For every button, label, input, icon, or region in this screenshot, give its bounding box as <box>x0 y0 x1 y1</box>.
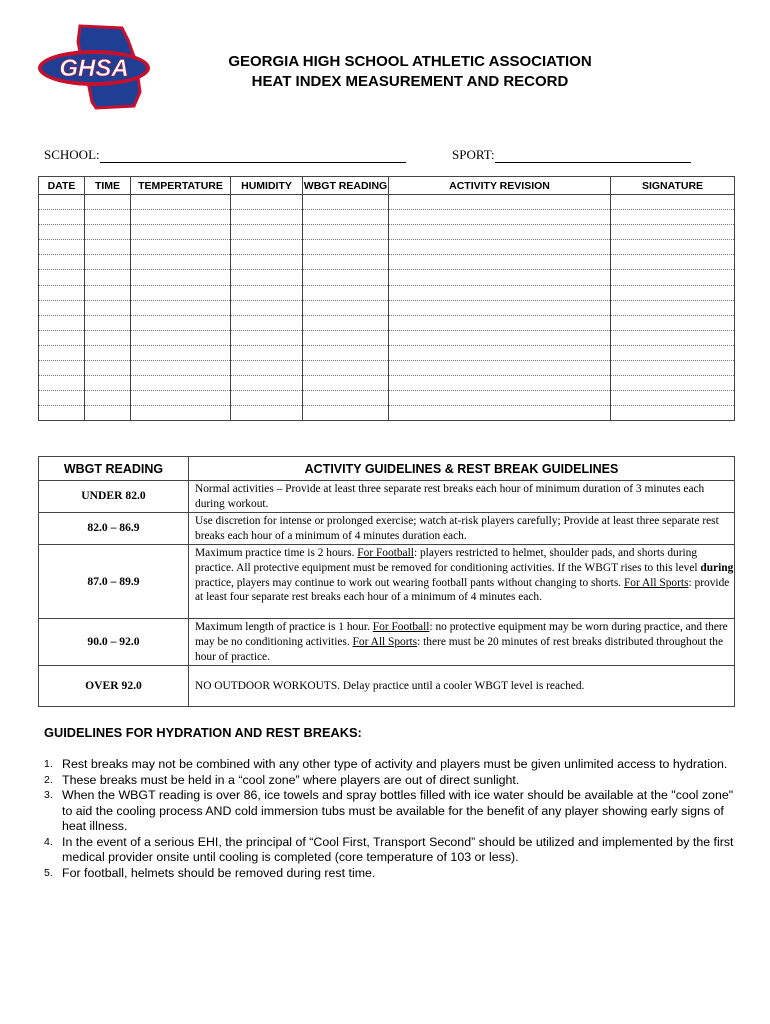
log-cell[interactable] <box>85 300 131 315</box>
list-item: 4. In the event of a serious EHI, the principal of “Cool First, Transport Second” should be utilized and implemented by the first medical provider onsite until cooling is completed (core temperature of 103 or less). <box>44 834 734 864</box>
school-field <box>44 147 406 163</box>
log-cell[interactable] <box>39 240 85 255</box>
log-row <box>39 225 735 240</box>
log-cell[interactable] <box>611 315 735 330</box>
list-item: 5. For football, helmets should be removed during rest time. <box>44 865 376 880</box>
log-cell[interactable] <box>611 376 735 391</box>
log-cell[interactable] <box>389 391 611 406</box>
list-item: 2. These breaks must be held in a “cool zone” where players are out of direct sunlight. <box>44 772 520 787</box>
log-cell[interactable] <box>303 255 389 270</box>
log-cell[interactable] <box>131 210 231 225</box>
log-cell[interactable] <box>303 345 389 360</box>
log-cell[interactable] <box>231 270 303 285</box>
log-cell[interactable] <box>611 406 735 421</box>
log-cell[interactable] <box>389 285 611 300</box>
log-cell[interactable] <box>85 361 131 376</box>
log-cell[interactable] <box>303 391 389 406</box>
wbgt-range: 82.0 – 86.9 <box>39 513 189 545</box>
log-cell[interactable] <box>611 270 735 285</box>
guideline-row <box>39 666 735 707</box>
log-cell[interactable] <box>131 240 231 255</box>
guideline-row <box>39 481 735 513</box>
log-cell[interactable] <box>231 210 303 225</box>
log-cell[interactable] <box>389 315 611 330</box>
log-cell[interactable] <box>39 315 85 330</box>
guideline-row <box>39 513 735 545</box>
log-cell[interactable] <box>131 315 231 330</box>
log-cell[interactable] <box>389 240 611 255</box>
col-time: TIME <box>85 177 131 195</box>
log-cell[interactable] <box>231 195 303 210</box>
log-cell[interactable] <box>303 195 389 210</box>
log-body <box>39 195 735 421</box>
log-row <box>39 195 735 210</box>
log-cell[interactable] <box>131 376 231 391</box>
log-row <box>39 376 735 391</box>
log-cell[interactable] <box>85 330 131 345</box>
ghsa-logo <box>36 22 160 112</box>
log-cell[interactable] <box>303 270 389 285</box>
log-cell[interactable] <box>303 361 389 376</box>
log-cell[interactable] <box>131 391 231 406</box>
log-cell[interactable] <box>303 285 389 300</box>
log-cell[interactable] <box>611 225 735 240</box>
sport-label: SPORT: <box>452 147 495 162</box>
guideline-text: Maximum practice time is 2 hours. For Football: players restricted to helmet, shoulder pads, and shorts during practice. All protective equipment must be removed for conditioning activities. If the WBGT rises to this level during practice, players may continue to work out wearing football pants without changing to shorts. For All Sports: provide at least four separate rest breaks each hour of a minimum of 4 minutes each. <box>189 545 735 619</box>
log-cell[interactable] <box>39 195 85 210</box>
col-humidity: HUMIDITY <box>231 177 303 195</box>
log-cell[interactable] <box>389 406 611 421</box>
log-cell[interactable] <box>611 300 735 315</box>
guideline-text: Normal activities – Provide at least three separate rest breaks each hour of minimum duration of 3 minutes each during workout. <box>189 481 735 513</box>
log-cell[interactable] <box>303 315 389 330</box>
log-cell[interactable] <box>85 195 131 210</box>
log-cell[interactable] <box>389 225 611 240</box>
guidelines-header-row <box>39 457 735 481</box>
log-cell[interactable] <box>303 406 389 421</box>
guideline-text: NO OUTDOOR WORKOUTS. Delay practice until a cooler WBGT level is reached. <box>189 666 735 707</box>
log-row <box>39 210 735 225</box>
title-line-1: GEORGIA HIGH SCHOOL ATHLETIC ASSOCIATION <box>228 53 592 70</box>
log-cell[interactable] <box>39 210 85 225</box>
log-cell[interactable] <box>85 285 131 300</box>
log-cell[interactable] <box>389 255 611 270</box>
log-cell[interactable] <box>39 300 85 315</box>
log-cell[interactable] <box>39 391 85 406</box>
log-cell[interactable] <box>131 300 231 315</box>
log-cell[interactable] <box>611 361 735 376</box>
heat-index-log-table <box>38 176 735 421</box>
header-wbgt-reading: WBGT READING <box>39 457 189 481</box>
log-cell[interactable] <box>231 376 303 391</box>
col-date: DATE <box>39 177 85 195</box>
log-cell[interactable] <box>303 210 389 225</box>
logo-text: GHSA <box>59 55 129 82</box>
log-cell[interactable] <box>39 270 85 285</box>
log-cell[interactable] <box>303 300 389 315</box>
log-cell[interactable] <box>389 345 611 360</box>
log-cell[interactable] <box>131 285 231 300</box>
hydration-list <box>44 757 740 881</box>
log-cell[interactable] <box>389 300 611 315</box>
log-cell[interactable] <box>611 285 735 300</box>
log-row <box>39 285 735 300</box>
log-cell[interactable] <box>611 391 735 406</box>
log-cell[interactable] <box>131 361 231 376</box>
log-cell[interactable] <box>611 210 735 225</box>
col-temperature: TEMPERTATURE <box>131 177 231 195</box>
log-cell[interactable] <box>231 240 303 255</box>
log-cell[interactable] <box>389 210 611 225</box>
school-input-line[interactable] <box>100 149 406 163</box>
wbgt-range: OVER 92.0 <box>39 666 189 707</box>
log-cell[interactable] <box>231 315 303 330</box>
log-row <box>39 406 735 421</box>
log-cell[interactable] <box>303 240 389 255</box>
log-cell[interactable] <box>85 315 131 330</box>
log-cell[interactable] <box>131 225 231 240</box>
log-row <box>39 255 735 270</box>
log-row <box>39 361 735 376</box>
school-label: SCHOOL: <box>44 147 100 162</box>
log-cell[interactable] <box>389 330 611 345</box>
log-cell[interactable] <box>85 345 131 360</box>
hydration-section-title: GUIDELINES FOR HYDRATION AND REST BREAKS: <box>44 725 362 740</box>
log-cell[interactable] <box>611 345 735 360</box>
log-row <box>39 315 735 330</box>
log-cell[interactable] <box>389 361 611 376</box>
guideline-text: Maximum length of practice is 1 hour. For Football: no protective equipment may be worn during practice, and there may be no conditioning activities. For All Sports: there must be 20 minutes of rest breaks distributed throughout the hour of practice. <box>189 619 735 666</box>
col-wbgt-reading: WBGT READING <box>303 177 389 195</box>
guideline-text: Use discretion for intense or prolonged exercise; watch at-risk players carefully; Provide at least three separate rest breaks each hour of a minimum of 4 minutes duration each. <box>189 513 735 545</box>
log-cell[interactable] <box>39 330 85 345</box>
log-cell[interactable] <box>231 225 303 240</box>
title-line-2: HEAT INDEX MEASUREMENT AND RECORD <box>251 73 569 90</box>
list-item: 3. When the WBGT reading is over 86, ice towels and spray bottles filled with ice water should be available at the "cool zone" to aid the cooling process AND cold immersion tubs must be available for the benefit of any player showing early signs of heat illness. <box>44 788 734 833</box>
log-cell[interactable] <box>303 225 389 240</box>
log-cell[interactable] <box>611 255 735 270</box>
guideline-row <box>39 619 735 666</box>
log-cell[interactable] <box>131 270 231 285</box>
log-cell[interactable] <box>231 285 303 300</box>
col-activity-revision: ACTIVITY REVISION <box>389 177 611 195</box>
log-cell[interactable] <box>39 345 85 360</box>
log-cell[interactable] <box>611 195 735 210</box>
header-activity-guidelines: ACTIVITY GUIDELINES & REST BREAK GUIDELINES <box>189 457 735 481</box>
wbgt-range: 87.0 – 89.9 <box>39 545 189 619</box>
log-cell[interactable] <box>611 330 735 345</box>
list-item: 1. Rest breaks may not be combined with any other type of activity and players must be given unlimited access to hydration. <box>44 757 728 771</box>
guideline-row <box>39 545 735 619</box>
log-cell[interactable] <box>611 240 735 255</box>
log-cell[interactable] <box>303 376 389 391</box>
wbgt-guidelines-table <box>38 456 735 707</box>
log-cell[interactable] <box>85 255 131 270</box>
log-cell[interactable] <box>231 330 303 345</box>
sport-field <box>452 147 691 163</box>
page-title <box>170 52 650 92</box>
log-cell[interactable] <box>85 270 131 285</box>
log-row <box>39 391 735 406</box>
log-cell[interactable] <box>39 225 85 240</box>
log-cell[interactable] <box>131 345 231 360</box>
log-cell[interactable] <box>39 255 85 270</box>
log-row <box>39 345 735 360</box>
log-row <box>39 240 735 255</box>
col-signature: SIGNATURE <box>611 177 735 195</box>
log-cell[interactable] <box>39 361 85 376</box>
log-row <box>39 300 735 315</box>
log-cell[interactable] <box>39 376 85 391</box>
log-cell[interactable] <box>231 345 303 360</box>
log-cell[interactable] <box>303 330 389 345</box>
log-header-row <box>39 177 735 195</box>
log-row <box>39 270 735 285</box>
log-cell[interactable] <box>231 255 303 270</box>
log-cell[interactable] <box>131 406 231 421</box>
log-cell[interactable] <box>39 406 85 421</box>
sport-input-line[interactable] <box>495 149 691 163</box>
log-cell[interactable] <box>389 195 611 210</box>
log-cell[interactable] <box>389 376 611 391</box>
log-cell[interactable] <box>39 285 85 300</box>
wbgt-range: 90.0 – 92.0 <box>39 619 189 666</box>
log-cell[interactable] <box>131 195 231 210</box>
log-cell[interactable] <box>85 210 131 225</box>
log-cell[interactable] <box>231 361 303 376</box>
log-cell[interactable] <box>85 225 131 240</box>
log-cell[interactable] <box>85 391 131 406</box>
log-cell[interactable] <box>85 376 131 391</box>
log-cell[interactable] <box>389 270 611 285</box>
log-cell[interactable] <box>85 240 131 255</box>
wbgt-range: UNDER 82.0 <box>39 481 189 513</box>
log-row <box>39 330 735 345</box>
log-cell[interactable] <box>231 300 303 315</box>
log-cell[interactable] <box>85 406 131 421</box>
log-cell[interactable] <box>131 330 231 345</box>
log-cell[interactable] <box>231 406 303 421</box>
log-cell[interactable] <box>131 255 231 270</box>
log-cell[interactable] <box>231 391 303 406</box>
